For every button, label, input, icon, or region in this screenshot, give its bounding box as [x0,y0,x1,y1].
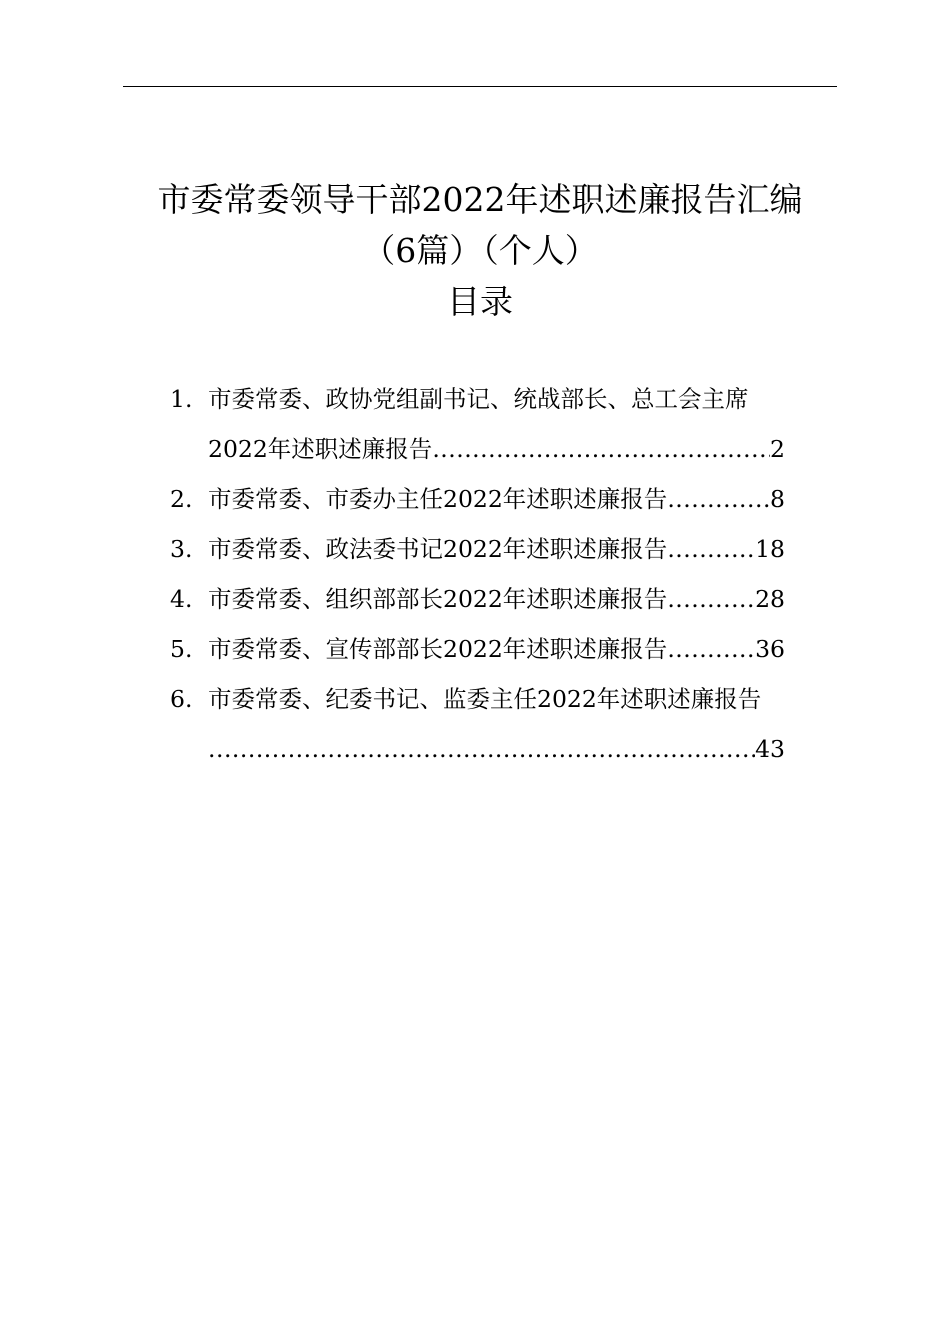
toc-entry-number: 2. [170,485,193,513]
toc-entry-page: 28 [755,585,785,613]
toc-entry-title: 市委常委、政协党组副书记、统战部长、总工会主席 [208,385,749,413]
toc-heading: 目录 [447,282,513,321]
dot-leader [667,624,755,674]
toc-entry-3[interactable] [170,524,810,574]
toc-entry-5[interactable] [170,624,810,674]
toc-entry-line [208,474,785,524]
toc-entry-title: 市委常委、纪委书记、监委主任2022年述职述廉报告 [208,685,762,713]
dot-leader [208,724,755,774]
toc-entry-title: 市委常委、市委办主任2022年述职述廉报告 [208,485,668,513]
dot-leader [667,524,755,574]
toc-entry-title: 市委常委、政法委书记2022年述职述廉报告 [208,535,668,563]
toc-entry-page: 36 [755,635,785,663]
toc-entry-line [208,624,785,674]
toc-entry-6[interactable] [170,674,810,774]
toc-entry-title: 市委常委、宣传部部长2022年述职述廉报告 [208,635,668,663]
dot-leader [432,424,770,474]
header-rule [123,86,837,87]
toc-entry-1[interactable] [170,374,810,474]
toc-entry-number: 1. [170,385,193,413]
dot-leader [667,474,770,524]
document-title: 市委常委领导干部2022年述职述廉报告汇编 [157,180,803,219]
toc-entry-page: 43 [755,735,785,763]
toc-entry-line [208,524,785,574]
toc-entry-continuation [208,424,785,474]
dot-leader [667,574,755,624]
toc-entry-page: 2 [770,435,785,463]
toc-entry-page: 18 [755,535,785,563]
toc-entry-continuation [208,724,785,774]
toc-entry-line [208,574,785,624]
toc-entry-title-cont: 2022年述职述廉报告 [208,435,433,463]
toc-entry-number: 5. [170,635,193,663]
document-subtitle: （6篇）（个人） [362,231,598,270]
toc-entry-number: 3. [170,535,193,563]
toc-entry-title: 市委常委、组织部部长2022年述职述廉报告 [208,585,668,613]
table-of-contents [170,374,810,774]
toc-entry-page: 8 [770,485,785,513]
toc-entry-number: 4. [170,585,193,613]
toc-entry-4[interactable] [170,574,810,624]
toc-entry-2[interactable] [170,474,810,524]
toc-entry-number: 6. [170,685,193,713]
